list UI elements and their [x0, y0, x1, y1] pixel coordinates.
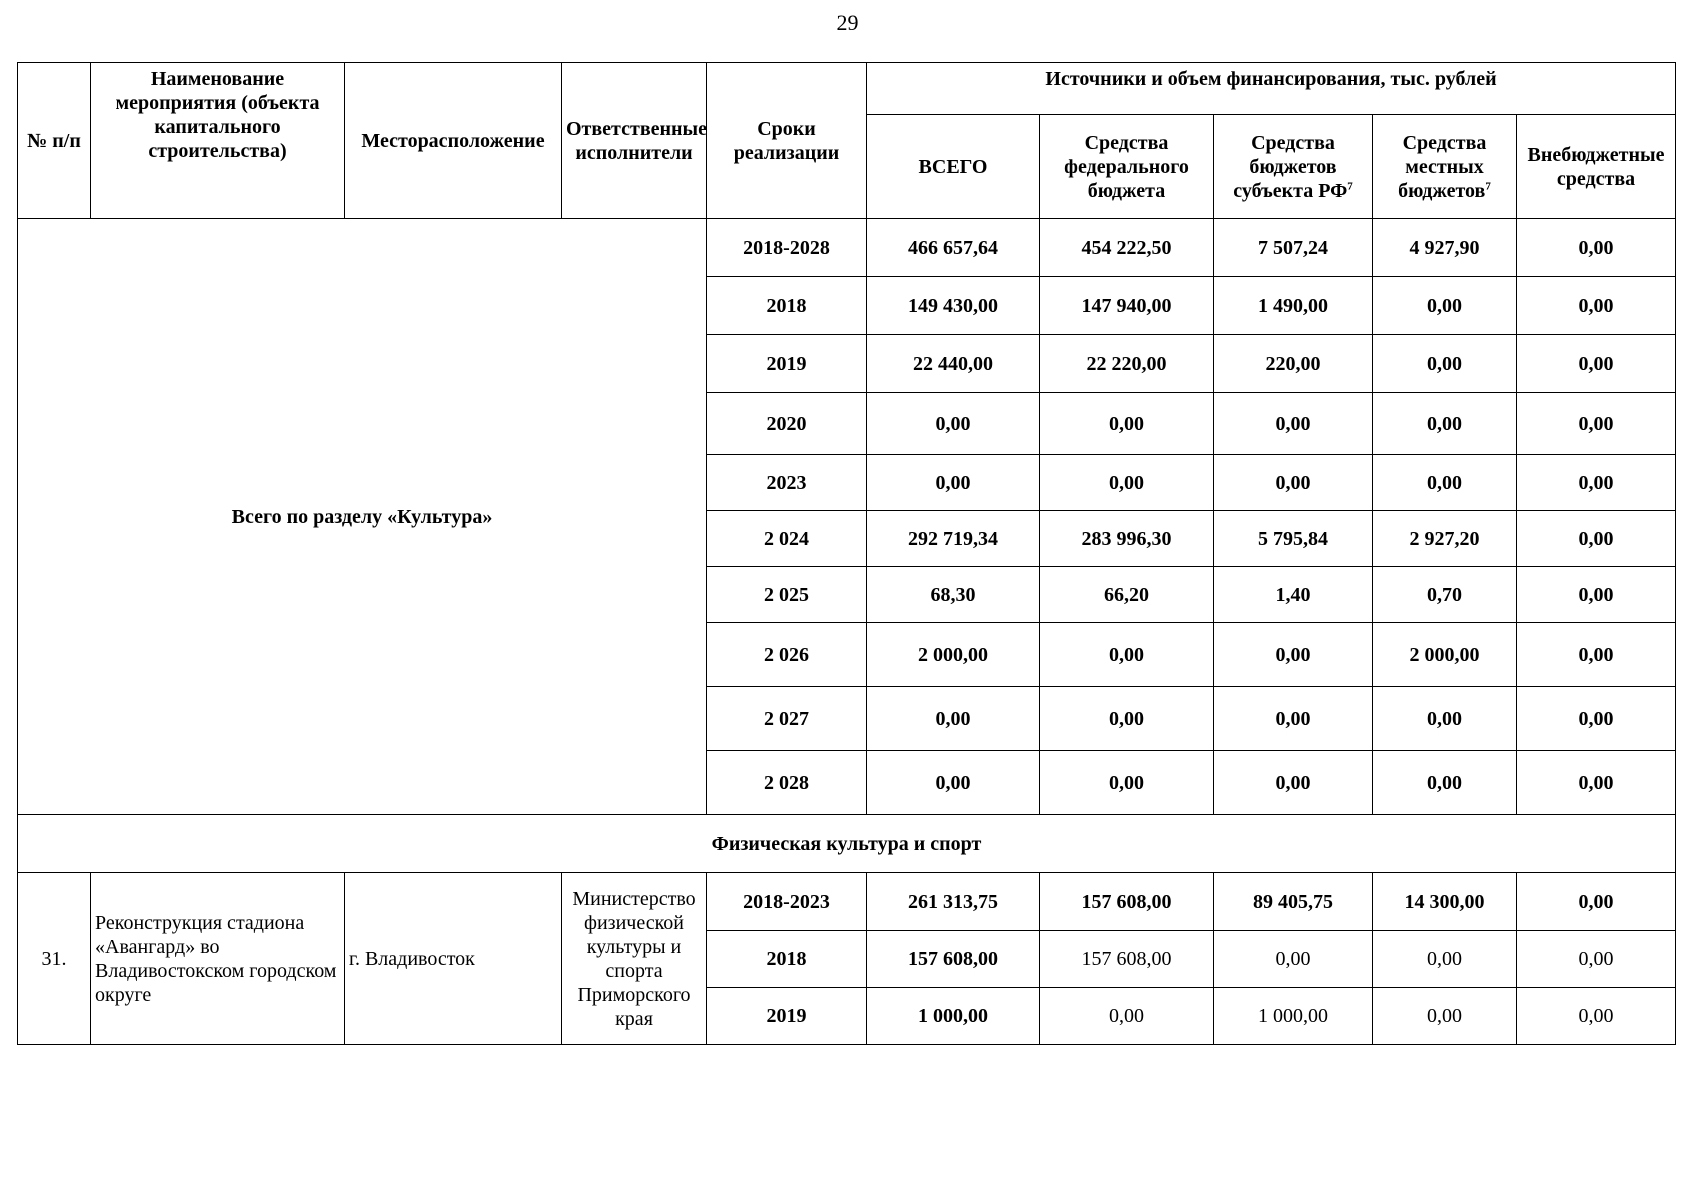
header-terms: Сроки реализации [707, 63, 867, 219]
local-cell: 0,00 [1373, 277, 1517, 335]
year-cell: 2018 [707, 277, 867, 335]
local-cell: 0,00 [1373, 687, 1517, 751]
header-extra: Внебюджетные средства [1517, 115, 1676, 219]
subject-cell: 0,00 [1214, 751, 1373, 815]
subject-cell: 0,00 [1214, 455, 1373, 511]
year-cell: 2 027 [707, 687, 867, 751]
year-cell: 2018-2028 [707, 219, 867, 277]
header-local: Средства местных бюджетов [1398, 131, 1487, 202]
year-cell: 2 026 [707, 623, 867, 687]
header-federal: Средства федерального бюджета [1040, 115, 1214, 219]
local-cell: 0,00 [1373, 931, 1517, 988]
total-cell: 292 719,34 [867, 511, 1040, 567]
total-cell: 2 000,00 [867, 623, 1040, 687]
federal-cell: 454 222,50 [1040, 219, 1214, 277]
local-cell: 14 300,00 [1373, 873, 1517, 931]
local-cell: 2 000,00 [1373, 623, 1517, 687]
extra-cell: 0,00 [1517, 511, 1676, 567]
year-cell: 2018 [707, 931, 867, 988]
culture-total-section [18, 219, 1676, 815]
total-cell: 0,00 [867, 455, 1040, 511]
federal-cell: 0,00 [1040, 687, 1214, 751]
subject-cell: 1 000,00 [1214, 988, 1373, 1045]
header-total: ВСЕГО [867, 115, 1040, 219]
subject-cell: 220,00 [1214, 335, 1373, 393]
local-cell: 0,70 [1373, 567, 1517, 623]
year-cell: 2 025 [707, 567, 867, 623]
local-cell: 0,00 [1373, 393, 1517, 455]
extra-cell: 0,00 [1517, 988, 1676, 1045]
year-cell: 2019 [707, 335, 867, 393]
subject-cell: 0,00 [1214, 687, 1373, 751]
federal-cell: 66,20 [1040, 567, 1214, 623]
local-cell: 0,00 [1373, 335, 1517, 393]
item-name: Реконструкция стадиона «Авангард» во Владивостокском городском округе [91, 873, 345, 1045]
federal-cell: 0,00 [1040, 751, 1214, 815]
federal-cell: 0,00 [1040, 393, 1214, 455]
subject-cell: 1 490,00 [1214, 277, 1373, 335]
local-cell: 0,00 [1373, 988, 1517, 1045]
total-cell: 22 440,00 [867, 335, 1040, 393]
header-subject-cell [1214, 115, 1373, 219]
local-cell: 0,00 [1373, 455, 1517, 511]
item-responsible: Министерство физической культуры и спорта Приморского края [562, 873, 707, 1045]
extra-cell: 0,00 [1517, 623, 1676, 687]
federal-cell: 0,00 [1040, 623, 1214, 687]
extra-cell: 0,00 [1517, 567, 1676, 623]
page-number: 29 [836, 10, 859, 35]
budget-table [17, 62, 1676, 1045]
total-cell: 68,30 [867, 567, 1040, 623]
header-local-cell [1373, 115, 1517, 219]
subject-cell: 1,40 [1214, 567, 1373, 623]
footnote-mark: 7 [1347, 179, 1353, 192]
total-cell: 0,00 [867, 687, 1040, 751]
year-cell: 2 024 [707, 511, 867, 567]
table-row [18, 219, 1676, 277]
item-31-section [18, 873, 1676, 1045]
extra-cell: 0,00 [1517, 873, 1676, 931]
total-cell: 157 608,00 [867, 931, 1040, 988]
header-location: Месторасположение [345, 63, 562, 219]
total-cell: 261 313,75 [867, 873, 1040, 931]
federal-cell: 283 996,30 [1040, 511, 1214, 567]
year-cell: 2023 [707, 455, 867, 511]
table-row [18, 873, 1676, 931]
extra-cell: 0,00 [1517, 687, 1676, 751]
header-name: Наименование мероприятия (объекта капитального строительства) [91, 63, 345, 219]
subject-cell: 0,00 [1214, 931, 1373, 988]
header-subject: Средства бюджетов субъекта РФ [1233, 131, 1348, 202]
extra-cell: 0,00 [1517, 455, 1676, 511]
subject-cell: 0,00 [1214, 393, 1373, 455]
item-location: г. Владивосток [345, 873, 562, 1045]
local-cell: 4 927,90 [1373, 219, 1517, 277]
total-cell: 1 000,00 [867, 988, 1040, 1045]
section-title: Физическая культура и спорт [18, 815, 1676, 873]
federal-cell: 0,00 [1040, 455, 1214, 511]
culture-total-label: Всего по разделу «Культура» [18, 219, 707, 815]
year-cell: 2 028 [707, 751, 867, 815]
total-cell: 149 430,00 [867, 277, 1040, 335]
federal-cell: 0,00 [1040, 988, 1214, 1045]
header-num: № п/п [18, 63, 91, 219]
item-num: 31. [18, 873, 91, 1045]
local-cell: 2 927,20 [1373, 511, 1517, 567]
year-cell: 2019 [707, 988, 867, 1045]
federal-cell: 147 940,00 [1040, 277, 1214, 335]
federal-cell: 157 608,00 [1040, 873, 1214, 931]
total-cell: 466 657,64 [867, 219, 1040, 277]
extra-cell: 0,00 [1517, 931, 1676, 988]
footnote-mark: 7 [1485, 179, 1491, 192]
local-cell: 0,00 [1373, 751, 1517, 815]
extra-cell: 0,00 [1517, 751, 1676, 815]
total-cell: 0,00 [867, 393, 1040, 455]
total-cell: 0,00 [867, 751, 1040, 815]
header-responsible: Ответственные исполнители [562, 63, 707, 219]
extra-cell: 0,00 [1517, 335, 1676, 393]
federal-cell: 157 608,00 [1040, 931, 1214, 988]
subject-cell: 7 507,24 [1214, 219, 1373, 277]
extra-cell: 0,00 [1517, 219, 1676, 277]
subject-cell: 0,00 [1214, 623, 1373, 687]
year-cell: 2018-2023 [707, 873, 867, 931]
subject-cell: 5 795,84 [1214, 511, 1373, 567]
extra-cell: 0,00 [1517, 393, 1676, 455]
subject-cell: 89 405,75 [1214, 873, 1373, 931]
header-sources: Источники и объем финансирования, тыс. рублей [867, 63, 1676, 115]
federal-cell: 22 220,00 [1040, 335, 1214, 393]
extra-cell: 0,00 [1517, 277, 1676, 335]
year-cell: 2020 [707, 393, 867, 455]
